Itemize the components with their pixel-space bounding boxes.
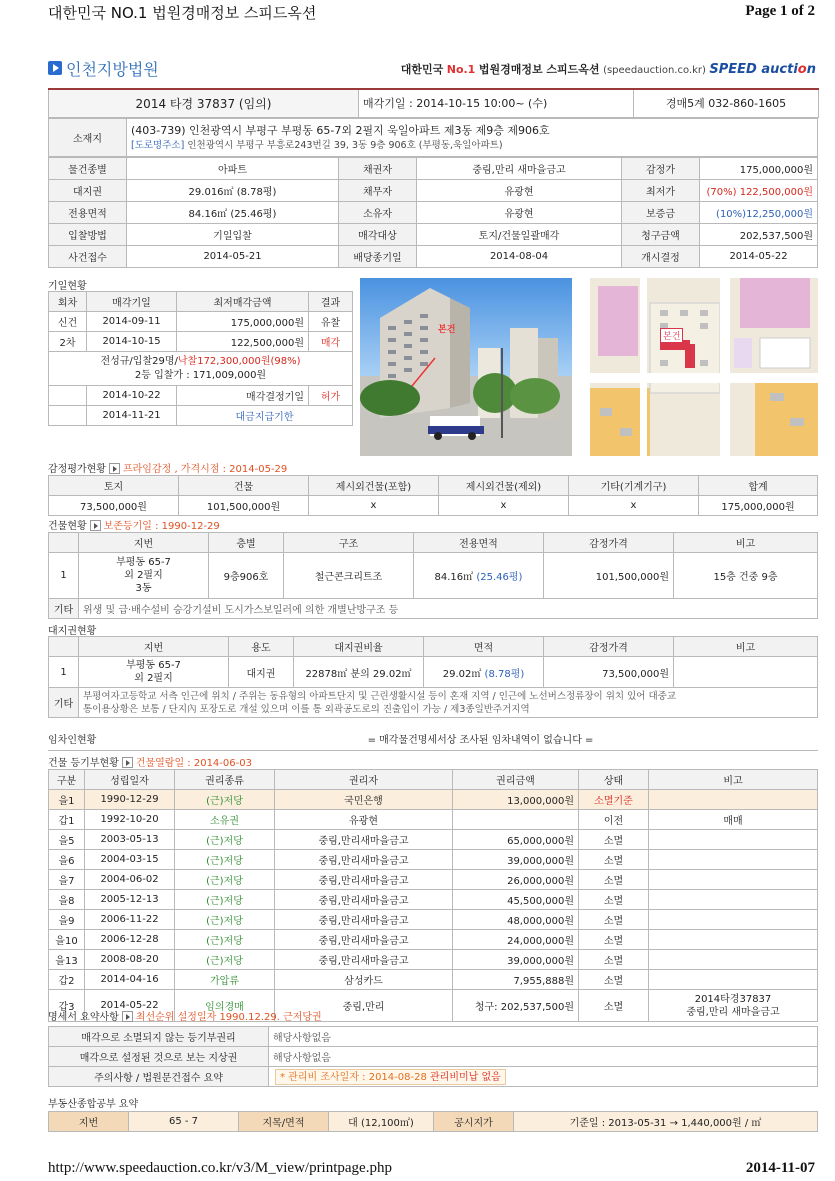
table-cell: 45,500,000원 (453, 890, 579, 910)
decision-date: 2014-10-22 (87, 386, 177, 406)
statement-label: 매각으로 설정된 것으로 보는 지상권 (49, 1047, 269, 1067)
table-cell: 1 (49, 657, 79, 688)
photo-svg (360, 278, 572, 456)
table-cell: 대지권 (229, 657, 294, 688)
building-title: 건물현황 (48, 521, 87, 532)
right-type: (근)저당 (175, 910, 275, 930)
table-cell: 중림,만리새마을금고 (275, 910, 453, 930)
case-number: 2014 타경 37837 (임의) (49, 89, 359, 117)
table-cell: 175,000,000원 (699, 496, 818, 516)
deposit: (10%)12,250,000원 (700, 201, 818, 223)
decision-label: 매각결정기일 (177, 386, 309, 406)
info-value: 토지/건물일괄매각 (417, 223, 622, 245)
table-cell (649, 970, 818, 990)
registry-table-wrap (48, 769, 818, 1022)
table-cell: 2014-09-11 (87, 312, 177, 332)
info-value: 유광현 (417, 179, 622, 201)
col-header: 비고 (674, 533, 818, 553)
table-cell: 을10 (49, 930, 85, 950)
table-cell: x (309, 496, 439, 516)
table-cell (649, 950, 818, 970)
table-cell (649, 790, 818, 810)
table-cell (649, 930, 818, 950)
statement-label: 매각으로 소멸되지 않는 등기부권리 (49, 1027, 269, 1047)
court-line (48, 56, 818, 82)
re-label: 지목/면적 (239, 1112, 329, 1132)
statement-section-title (48, 1008, 322, 1022)
brand-site: (speedauction.co.kr) (603, 65, 706, 76)
right-type: 임의경매 (175, 990, 275, 1022)
registry-title: 건물 등기부현황 (48, 758, 119, 769)
col-header: 성립일자 (85, 770, 175, 790)
table-row (49, 890, 818, 910)
bidding-title: 기일현황 (48, 281, 87, 292)
area-pyeong: (25.46평) (476, 572, 523, 583)
col-header: 지번 (79, 533, 209, 553)
table-cell: 유찰 (309, 312, 353, 332)
appraisal-table-wrap (48, 475, 818, 516)
bidding-table (48, 291, 353, 426)
table-cell: 15층 건중 9층 (674, 553, 818, 599)
col-header: 토지 (49, 476, 179, 496)
table-cell: 1 (49, 553, 79, 599)
right-type: (근)저당 (175, 890, 275, 910)
right-type: (근)저당 (175, 830, 275, 850)
location-map[interactable] (590, 278, 818, 456)
table-cell: 26,000,000원 (453, 870, 579, 890)
table-cell: 을7 (49, 870, 85, 890)
info-value: 29.016㎡ (8.78평) (127, 179, 339, 201)
play-icon (48, 61, 62, 75)
table-cell: 을6 (49, 850, 85, 870)
table-cell: 39,000,000원 (453, 950, 579, 970)
table-cell: 2005-12-13 (85, 890, 175, 910)
info-value: 2014-05-21 (127, 245, 339, 267)
winning-bid: 낙찰172,300,000원(98%) (177, 355, 301, 367)
tenant-text: = 매각물건명세서상 조사된 임차내역이 없습니다 = (367, 734, 594, 746)
table-cell: 갑1 (49, 810, 85, 830)
table-cell: 소멸 (579, 850, 649, 870)
col-header: 구분 (49, 770, 85, 790)
col-header: 제시외건물(포함) (309, 476, 439, 496)
auction-date: 매각기일 : 2014-10-15 10:00~ (수) (359, 89, 634, 117)
table-cell (649, 910, 818, 930)
table-cell: 2014-10-15 (87, 332, 177, 352)
info-label: 전용면적 (49, 201, 127, 223)
table-cell: 소멸 (579, 910, 649, 930)
appraisal-title: 감정평가현황 (48, 464, 106, 475)
col-header (49, 637, 79, 657)
building-table-wrap (48, 532, 818, 619)
col-header: 비고 (674, 637, 818, 657)
property-photo[interactable] (360, 278, 572, 456)
table-cell: 신건 (49, 312, 87, 332)
statement-label: 주의사항 / 법원문건접수 요약 (49, 1067, 269, 1087)
table-cell: 2004-03-15 (85, 850, 175, 870)
table-cell: 101,500,000원 (544, 553, 674, 599)
table-cell: 24,000,000원 (453, 930, 579, 950)
table-cell: 을9 (49, 910, 85, 930)
table-cell (649, 850, 818, 870)
table-cell: 매매 (649, 810, 818, 830)
building-table (48, 532, 818, 619)
building-section-title (48, 517, 220, 531)
col-header: 용도 (229, 637, 294, 657)
info-label: 매각대상 (339, 223, 417, 245)
area-sqm: 84.16㎡ (434, 572, 474, 583)
table-cell: 소멸 (579, 970, 649, 990)
table-cell: 소멸 (579, 890, 649, 910)
address-line1: (403-739) 인천광역시 부평구 부평동 65-7외 2필지 욱일아파트 제3동 제9층 제906호 (131, 124, 550, 137)
info-value: 175,000,000원 (700, 157, 818, 179)
etc-label: 기타 (49, 688, 79, 718)
table-cell: 2006-12-28 (85, 930, 175, 950)
brand-mid: 법원경매정보 스피드옥션 (478, 63, 600, 76)
building-sub: 보존등기일 : 1990-12-29 (103, 521, 220, 532)
table-cell: 중림,만리새마을금고 (275, 870, 453, 890)
table-cell: 101,500,000원 (179, 496, 309, 516)
table-row (49, 910, 818, 930)
re-label: 지번 (49, 1112, 129, 1132)
table-row (49, 850, 818, 870)
table-cell: 갑2 (49, 970, 85, 990)
right-type: (근)저당 (175, 870, 275, 890)
land-etc-line: 부평여자고등학교 서측 인근에 위치 / 주위는 동유형의 아파트단지 및 근린생활시설 등이 혼재 지역 / 인근에 노선버스정류장이 위치 있어 대중교 (83, 690, 677, 702)
table-cell: 122,500,000원 (177, 332, 309, 352)
table-cell: x (569, 496, 699, 516)
col-header: 대지권비율 (294, 637, 424, 657)
address-line2: 인천광역시 부평구 부흥로243번길 39, 3동 9층 906호 (부평동,욱일아파트) (187, 140, 503, 151)
table-cell: 7,955,888원 (453, 970, 579, 990)
info-label: 사건접수 (49, 245, 127, 267)
table-cell: 소멸 (579, 930, 649, 950)
info-value: 84.16㎡ (25.46평) (127, 201, 339, 223)
second-bid: 2등 입찰가 : 171,009,000원 (134, 369, 267, 381)
area-pyeong: (8.78평) (484, 668, 525, 680)
land-title: 대지권현황 (48, 626, 97, 637)
table-row (49, 830, 818, 850)
col-header: 권리종류 (175, 770, 275, 790)
col-header: 감정가격 (544, 533, 674, 553)
info-label: 청구금액 (622, 223, 700, 245)
realestate-table-wrap (48, 1111, 818, 1132)
table-cell: 2014-05-22 (85, 990, 175, 1022)
table-cell: 철근콘크리트조 (284, 553, 414, 599)
info-value: 기일입찰 (127, 223, 339, 245)
area-sqm: 29.02㎡ (442, 668, 482, 680)
table-cell: 삼성카드 (275, 970, 453, 990)
col-header: 건물 (179, 476, 309, 496)
table-cell: 청구: 202,537,500원 (453, 990, 579, 1022)
table-cell: 을13 (49, 950, 85, 970)
photo-label: 본건 (438, 325, 456, 335)
bidding-table-wrap (48, 291, 353, 426)
minimum-price: (70%) 122,500,000원 (700, 179, 818, 201)
table-cell: 2003-05-13 (85, 830, 175, 850)
print-header (0, 0, 835, 24)
info-label: 물건종별 (49, 157, 127, 179)
table-cell: 을8 (49, 890, 85, 910)
note-prefix: * 관리비 조사일자 : 2014-08-28 (280, 1071, 430, 1083)
land-table (48, 636, 818, 718)
page-indicator: Page 1 of 2 (745, 3, 815, 19)
statement-sub: 최선순위 설정일자 1990.12.29. 근저당권 (135, 1012, 322, 1023)
table-cell: 소멸 (579, 950, 649, 970)
col-header: 제시외건물(제외) (439, 476, 569, 496)
appraisal-table (48, 475, 818, 516)
print-footer (0, 1158, 835, 1180)
tenant-section (48, 728, 818, 751)
col-header: 전용면적 (414, 533, 544, 553)
address-label: 소재지 (49, 118, 127, 156)
table-cell: 소멸 (579, 830, 649, 850)
table-cell (649, 830, 818, 850)
table-cell: 1990-12-29 (85, 790, 175, 810)
col-header: 비고 (649, 770, 818, 790)
table-cell: 13,000,000원 (453, 790, 579, 810)
court-dept: 경매5계 032-860-1605 (634, 89, 819, 117)
re-value: 기준일 : 2013-05-31 → 1,440,000원 / ㎡ (514, 1112, 818, 1132)
registry-section-title (48, 754, 252, 768)
col-header: 결과 (309, 292, 353, 312)
right-type: 가압류 (175, 970, 275, 990)
table-cell: 9층906호 (209, 553, 284, 599)
info-label: 대지권 (49, 179, 127, 201)
table-cell: 65,000,000원 (453, 830, 579, 850)
table-cell: 2차 (49, 332, 87, 352)
print-header-title: 대한민국 NO.1 법원경매정보 스피드옥션 (48, 4, 317, 22)
info-table (48, 157, 818, 268)
payment-date: 2014-11-21 (87, 406, 177, 426)
appraisal-sub: 프라임감정 , 가격시점 : 2014-05-29 (122, 464, 288, 475)
table-cell: 을5 (49, 830, 85, 850)
col-header: 권리자 (275, 770, 453, 790)
info-value: 유광현 (417, 201, 622, 223)
table-cell: 2008-08-20 (85, 950, 175, 970)
col-header: 권리금액 (453, 770, 579, 790)
payment-label[interactable]: 대금지급기한 (177, 406, 353, 426)
right-type: (근)저당 (175, 790, 275, 810)
info-value: 중림,만리 새마을금고 (417, 157, 622, 179)
col-header (49, 533, 79, 553)
table-cell: 48,000,000원 (453, 910, 579, 930)
table-cell: x (439, 496, 569, 516)
table-cell (453, 810, 579, 830)
statement-value: 해당사항없음 (269, 1027, 818, 1047)
table-cell: 22878㎡ 분의 29.02㎡ (294, 657, 424, 688)
statement-table (48, 1026, 818, 1087)
footer-url[interactable]: http://www.speedauction.co.kr/v3/M_view/printpage.php (48, 1160, 392, 1176)
road-address-tag[interactable]: [도로명주소] (131, 140, 185, 151)
note-highlight: 관리비미납 없음 (430, 1071, 501, 1083)
right-type: (근)저당 (175, 950, 275, 970)
info-label: 보증금 (622, 201, 700, 223)
table-cell: 국민은행 (275, 790, 453, 810)
col-header: 층별 (209, 533, 284, 553)
statement-value: 해당사항없음 (269, 1047, 818, 1067)
address-table (48, 118, 818, 157)
winning-bidder: 전성규/입찰29명/ (100, 355, 178, 367)
brand-logo (401, 61, 816, 77)
arrow-right-icon[interactable] (109, 463, 120, 474)
col-header: 구조 (284, 533, 414, 553)
registry-table (48, 769, 818, 1022)
lot-line: 부평동 65-7 (116, 557, 171, 568)
remark-line: 중림,만리 새마을금고 (686, 1006, 780, 1018)
info-label: 채권자 (339, 157, 417, 179)
status-badge: 소멸기준 (579, 790, 649, 810)
info-value: 2014-08-04 (417, 245, 622, 267)
court-name: 인천지방법원 (66, 60, 159, 79)
brand-no1: No.1 (446, 63, 476, 76)
col-header: 최저매각금액 (177, 292, 309, 312)
col-header: 상태 (579, 770, 649, 790)
info-label: 소유자 (339, 201, 417, 223)
table-cell: 73,500,000원 (544, 657, 674, 688)
table-row (49, 950, 818, 970)
col-header: 감정가격 (544, 637, 674, 657)
brand-prefix: 대한민국 (400, 63, 444, 76)
table-cell: 이전 (579, 810, 649, 830)
land-etc-line: 통이용상황은 보통 / 단지內 포장도로 개설 있으며 이를 통 외곽공도로의 진출입이 가능 / 제3종일반주거지역 (83, 703, 530, 715)
col-header: 기타(기계기구) (569, 476, 699, 496)
table-cell (649, 870, 818, 890)
tenant-table (48, 728, 818, 748)
table-cell: 을1 (49, 790, 85, 810)
table-cell: 유광현 (275, 810, 453, 830)
table-row (49, 790, 818, 810)
info-label: 감정가 (622, 157, 700, 179)
etc-label: 기타 (49, 599, 79, 619)
table-cell (674, 657, 818, 688)
right-type: 소유권 (175, 810, 275, 830)
info-label: 채무자 (339, 179, 417, 201)
map-label: 본건 (660, 328, 683, 343)
realestate-title: 부동산종합공부 요약 (48, 1099, 139, 1110)
info-value: 202,537,500원 (700, 223, 818, 245)
col-header: 지번 (79, 637, 229, 657)
table-row (49, 810, 818, 830)
col-header: 회차 (49, 292, 87, 312)
lot-line: 부평동 65-7 (126, 660, 181, 671)
table-cell: 2014-04-16 (85, 970, 175, 990)
table-cell: 2006-11-22 (85, 910, 175, 930)
info-label: 최저가 (622, 179, 700, 201)
table-cell (649, 890, 818, 910)
table-cell: 39,000,000원 (453, 850, 579, 870)
table-cell: 소멸 (579, 870, 649, 890)
tenant-title: 임차인현황 (48, 734, 97, 746)
info-label: 개시결정 (622, 245, 700, 267)
lot-line: 외 2필지 (134, 673, 173, 684)
registry-sub: 건물열람일 : 2014-06-03 (135, 758, 252, 769)
info-label: 입찰방법 (49, 223, 127, 245)
remark-line: 2014타경37837 (694, 993, 772, 1005)
brand-speed-auction: SPEED auction (709, 62, 816, 77)
land-table-wrap (48, 636, 818, 718)
map-svg (590, 278, 818, 456)
appraisal-section-title (48, 460, 287, 474)
arrow-right-icon[interactable] (90, 520, 101, 531)
statement-table-wrap (48, 1026, 818, 1087)
col-header: 매각기일 (87, 292, 177, 312)
re-value: 대 (12,100㎡) (329, 1112, 434, 1132)
re-label: 공시지가 (434, 1112, 514, 1132)
lot-line: 3동 (135, 583, 152, 594)
right-type: (근)저당 (175, 850, 275, 870)
table-row (49, 970, 818, 990)
table-cell: 갑3 (49, 990, 85, 1022)
col-header: 면적 (424, 637, 544, 657)
lot-line: 외 2필지 (124, 570, 163, 581)
arrow-right-icon[interactable] (122, 1011, 133, 1022)
decision-result: 허가 (309, 386, 353, 406)
realestate-table (48, 1111, 818, 1132)
info-value: 아파트 (127, 157, 339, 179)
table-cell: 중림,만리새마을금고 (275, 930, 453, 950)
info-value: 2014-05-22 (700, 245, 818, 267)
table-cell: 2004-06-02 (85, 870, 175, 890)
table-cell: 중림,만리새마을금고 (275, 950, 453, 970)
table-row (49, 870, 818, 890)
statement-title: 명세서 요약사항 (48, 1012, 119, 1023)
arrow-right-icon[interactable] (122, 757, 133, 768)
table-cell: 중림,만리 (275, 990, 453, 1022)
table-cell: 중림,만리새마을금고 (275, 850, 453, 870)
table-row (49, 930, 818, 950)
table-cell: 중림,만리새마을금고 (275, 830, 453, 850)
table-cell: 중림,만리새마을금고 (275, 890, 453, 910)
re-value: 65 - 7 (129, 1112, 239, 1132)
footer-date: 2014-11-07 (745, 1160, 815, 1176)
case-summary (48, 88, 818, 268)
info-label: 배당종기일 (339, 245, 417, 267)
sale-result: 매각 (309, 332, 353, 352)
table-cell: 73,500,000원 (49, 496, 179, 516)
col-header: 합계 (699, 476, 818, 496)
table-cell: 1992-10-20 (85, 810, 175, 830)
building-etc: 위생 및 급·배수설비 승강기설비 도시가스보일러에 의한 개별난방구조 등 (79, 599, 818, 619)
case-header-table (48, 88, 819, 118)
table-cell: 175,000,000원 (177, 312, 309, 332)
table-cell: 소멸 (579, 990, 649, 1022)
right-type: (근)저당 (175, 930, 275, 950)
